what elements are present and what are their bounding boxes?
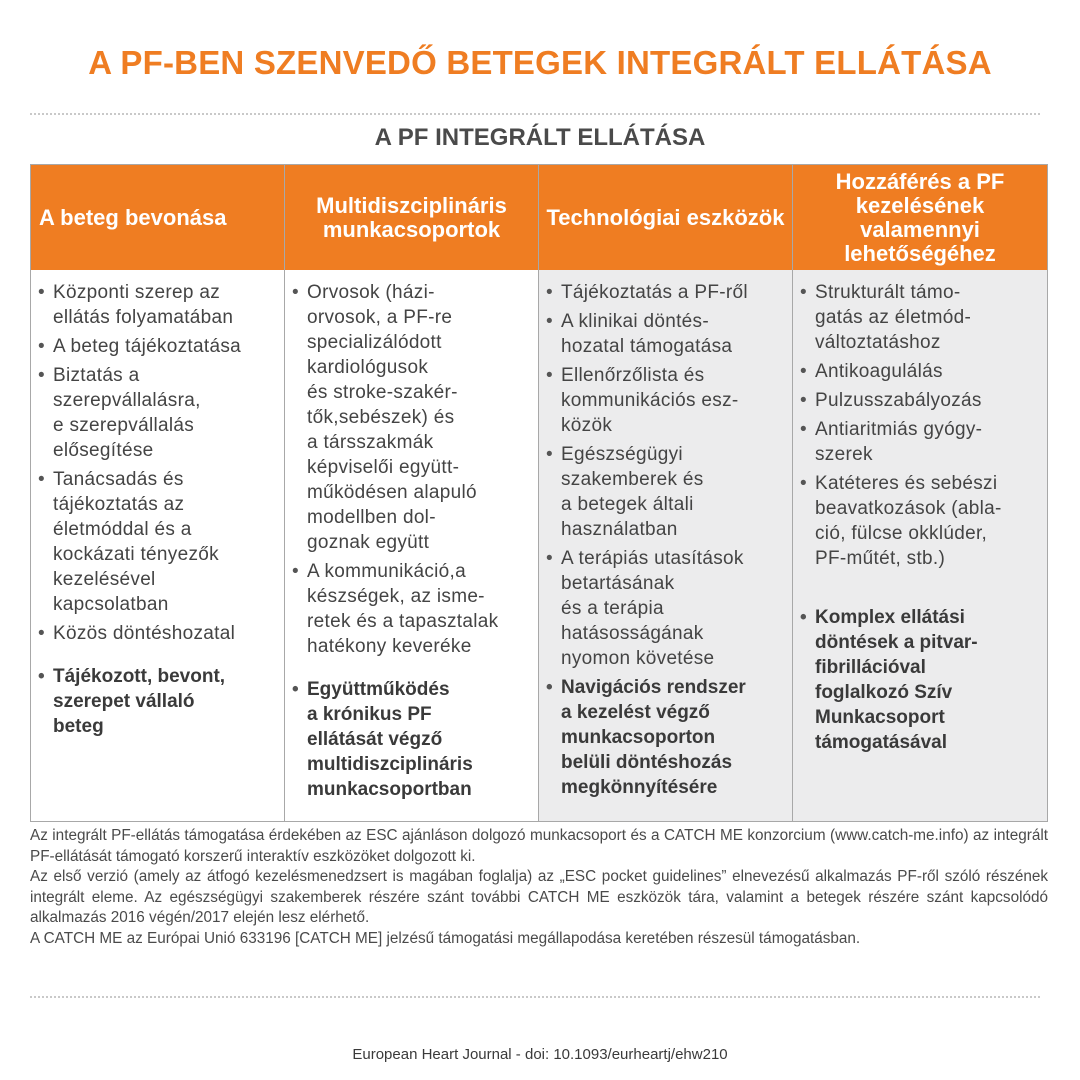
list-item: • Antiaritmiás gyógy- szerek (799, 417, 1037, 467)
list-item: • Pulzusszabályozás (799, 388, 1037, 413)
column-technology-tools (539, 165, 793, 821)
list-item: • Egészségügyi szakemberek és a betegek általi használatban (545, 442, 782, 542)
footnote (30, 826, 1048, 949)
page-title: A PF-BEN SZENVEDŐ BETEGEK INTEGRÁLT ELLÁTÁSA (88, 44, 992, 81)
footnote-paragraph: A CATCH ME az Európai Unió 633196 [CATCH ME] jelzésű támogatási megállapodása keretében részesül támogatásban. (30, 929, 861, 947)
list-item: • Ellenőrzőlista és kommunikációs esz- közök (545, 363, 782, 438)
column-treatment-access (793, 165, 1047, 821)
column-multidisciplinary-teams (285, 165, 539, 821)
list-item: • Tanácsadás és tájékoztatás az életmóddal és a kockázati tényezők kezelésével kapcsolatban (37, 467, 274, 617)
list-item: • A klinikai döntés- hozatal támogatása (545, 309, 782, 359)
column-summary: • Navigációs rendszer a kezelést végző munkacsoporton belüli döntéshozás megkönnyítésére (545, 675, 782, 800)
footnote-paragraph: Az első verzió (amely az átfogó kezelésmenedzsert is magában foglalja) az „ESC pocket guidelines” elnevezésű alkalmazás PF-ről szóló részének integrált eleme. Az egészségügyi szakemberek részére szánt további CATCH ME eszközök tára, valamint a betegek részére szánt kapcsolódó alkalmazás 2016 végén/2017 elején lesz elérhető. (30, 868, 1048, 926)
footnote-paragraph: Az integrált PF-ellátás támogatása érdekében az ESC ajánláson dolgozó munkacsoport és a CATCH ME konzorcium (www.catch-me.info) az integrált PF-ellátását támogató korszerű interaktív eszközöket dolgozott ki. (30, 827, 1048, 865)
table-title: A PF INTEGRÁLT ELLÁTÁSA (374, 124, 706, 151)
list-item: • A beteg tájékoztatása (37, 334, 274, 359)
column-header: Hozzáférés a PF kezelésének valamennyi lehetőségéhez (793, 165, 1047, 270)
list-item: • A kommunikáció,a készségek, az isme- retek és a tapasztalak hatékony keveréke (291, 559, 528, 659)
integrated-care-table (30, 164, 1048, 822)
column-body (31, 270, 284, 743)
column-header: A beteg bevonása (31, 165, 284, 270)
list-item: • A terápiás utasítások betartásának és a terápia hatásosságának nyomon követése (545, 546, 782, 671)
bottom-divider (30, 996, 1040, 998)
list-item: • Központi szerep az ellátás folyamatában (37, 280, 274, 330)
column-patient-involvement (31, 165, 285, 821)
column-summary: • Tájékozott, bevont, szerepet vállaló beteg (37, 664, 274, 739)
column-header: Technológiai eszközök (539, 165, 792, 270)
source-citation: European Heart Journal - doi: 10.1093/eurheartj/ehw210 (352, 1046, 728, 1063)
list-item: • Közös döntéshozatal (37, 621, 274, 646)
list-item: • Strukturált támo- gatás az életmód- változtatáshoz (799, 280, 1037, 355)
list-item: • Biztatás a szerepvállalásra, e szerepvállalás elősegítése (37, 363, 274, 463)
column-body (539, 270, 792, 804)
top-divider (30, 113, 1040, 115)
list-item: • Tájékoztatás a PF-ről (545, 280, 782, 305)
column-body (793, 270, 1047, 759)
column-header: Multidiszciplináris munkacsoportok (285, 165, 538, 270)
list-item: • Katéteres és sebészi beavatkozások (abla- ció, fülcse okklúder, PF-műtét, stb.) (799, 471, 1037, 571)
column-summary: • Komplex ellátási döntések a pitvar- fibrillációval foglalkozó Szív Munkacsoport támogatásával (799, 605, 1037, 755)
list-item: • Orvosok (házi- orvosok, a PF-re specializálódott kardiológusok és stroke-szakér- tők,sebészek) és a társszakmák képviselői együtt- működésen alapuló modellben dol- goznak együtt (291, 280, 528, 555)
column-body (285, 270, 538, 806)
column-summary: • Együttműködés a krónikus PF ellátását végző multidiszciplináris munkacsoportban (291, 677, 528, 802)
list-item: • Antikoagulálás (799, 359, 1037, 384)
